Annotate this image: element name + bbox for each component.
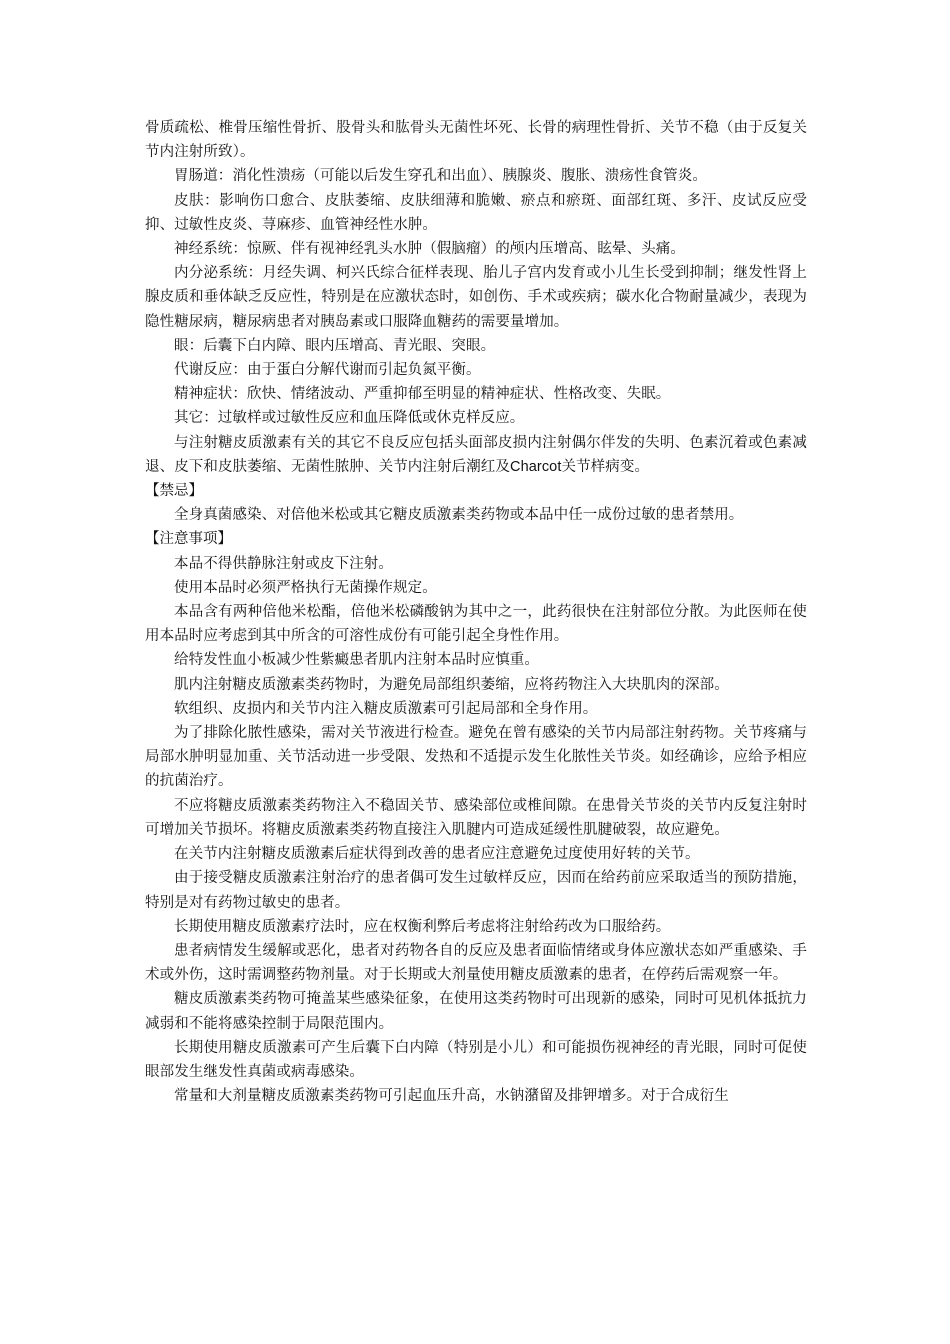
other-reactions-paragraph: 其它：过敏样或过敏性反应和血压降低或休克样反应。 [174,410,525,427]
precaution-paragraph: 给特发性血小板减少性紫癜患者肌内注射本品时应慎重。 [174,652,539,669]
precaution-paragraph: 长期使用糖皮质激素疗法时，应在权衡利弊后考虑将注射给药改为口服给药。 [174,918,671,935]
precaution-paragraph: 常量和大剂量糖皮质激素类药物可引起血压升高，水钠潴留及排钾增多。对于合成衍生 [174,1088,729,1105]
injection-related-text-before: 与注射糖皮质激素有关的其它不良反应包括头面部皮损内注射偶尔伴发的失明、色素沉着或色素减退、皮下和皮肤萎缩、无菌性脓肿、关节内注射后潮红及 [145,434,807,475]
metabolic-reactions-paragraph: 代谢反应：由于蛋白分解代谢而引起负氮平衡。 [174,362,481,379]
document-page [145,116,807,1108]
precaution-paragraph: 在关节内注射糖皮质激素后症状得到改善的患者应注意避免过度使用好转的关节。 [174,846,700,863]
injection-related-text-after: 关节样病变。 [561,458,650,475]
endocrine-reactions-paragraph: 内分泌系统：月经失调、柯兴氏综合征样表现、胎儿子宫内发育或小儿生长受到抑制；继发性肾上腺皮质和垂体缺乏反应性，特别是在应激状态时，如创伤、手术或疾病；碳水化合物耐量减少，表现为隐性糖尿病，糖尿病患者对胰岛素或口服降血糖药的需要量增加。 [145,265,807,330]
contraindications-paragraph: 全身真菌感染、对倍他米松或其它糖皮质激素类药物或本品中任一成份过敏的患者禁用。 [174,507,744,524]
precaution-paragraph: 糖皮质激素类药物可掩盖某些感染征象，在使用这类药物时可出现新的感染，同时可见机体抵抗力减弱和不能将感染控制于局限范围内。 [145,991,807,1032]
precautions-list [145,552,807,1109]
precaution-paragraph: 为了排除化脓性感染，需对关节液进行检查。避免在曾有感染的关节内局部注射药物。关节疼痛与局部水肿明显加重、关节活动进一步受限、发热和不适提示发生化脓性关节炎。如经确诊，应给予相应的抗菌治疗。 [145,725,807,790]
precaution-paragraph: 不应将糖皮质激素类药物注入不稳固关节、感染部位或椎间隙。在患骨关节炎的关节内反复注射时可增加关节损坏。将糖皮质激素类药物直接注入肌腱内可造成延缓性肌腱破裂，故应避免。 [145,797,807,838]
precautions-heading: 【注意事项】 [145,531,232,548]
precaution-paragraph: 本品不得供静脉注射或皮下注射。 [174,555,393,572]
precaution-paragraph: 肌内注射糖皮质激素类药物时，为避免局部组织萎缩，应将药物注入大块肌肉的深部。 [174,676,729,693]
skin-reactions-paragraph: 皮肤：影响伤口愈合、皮肤萎缩、皮肤细薄和脆嫩、瘀点和瘀斑、面部红斑、多汗、皮试反应受抑、过敏性皮炎、荨麻疹、血管神经性水肿。 [145,192,807,233]
precaution-paragraph: 本品含有两种倍他米松酯，倍他米松磷酸钠为其中之一，此药很快在注射部位分散。为此医师在使用本品时应考虑到其中所含的可溶性成份有可能引起全身性作用。 [145,604,807,645]
musculoskeletal-reactions-paragraph: 骨质疏松、椎骨压缩性骨折、股骨头和肱骨头无菌性坏死、长骨的病理性骨折、关节不稳（由于反复关节内注射所致）。 [145,120,807,161]
eye-reactions-paragraph: 眼：后囊下白内障、眼内压增高、青光眼、突眼。 [174,337,496,354]
charcot-term: Charcot [510,458,562,475]
precaution-paragraph: 长期使用糖皮质激素可产生后囊下白内障（特别是小儿）和可能损伤视神经的青光眼，同时可促使眼部发生继发性真菌或病毒感染。 [145,1039,807,1080]
injection-related-reactions-paragraph [145,431,807,479]
contraindications-heading: 【禁忌】 [145,483,203,500]
nervous-system-reactions-paragraph: 神经系统：惊厥、伴有视神经乳头水肿（假脑瘤）的颅内压增高、眩晕、头痛。 [174,241,685,258]
precaution-paragraph: 由于接受糖皮质激素注射治疗的患者偶可发生过敏样反应，因而在给药前应采取适当的预防措施，特别是对有药物过敏史的患者。 [145,870,807,911]
gastrointestinal-reactions-paragraph: 胃肠道：消化性溃疡（可能以后发生穿孔和出血）、胰腺炎、腹胀、溃疡性食管炎。 [174,168,707,185]
psychiatric-reactions-paragraph: 精神症状：欣快、情绪波动、严重抑郁至明显的精神症状、性格改变、失眠。 [174,386,671,403]
precaution-paragraph: 使用本品时必须严格执行无菌操作规定。 [174,579,437,596]
precaution-paragraph: 患者病情发生缓解或恶化，患者对药物各自的反应及患者面临情绪或身体应激状态如严重感染、手术或外伤，这时需调整药物剂量。对于长期或大剂量使用糖皮质激素的患者，在停药后需观察一年。 [145,942,807,984]
precaution-paragraph: 软组织、皮损内和关节内注入糖皮质激素可引起局部和全身作用。 [174,700,598,717]
